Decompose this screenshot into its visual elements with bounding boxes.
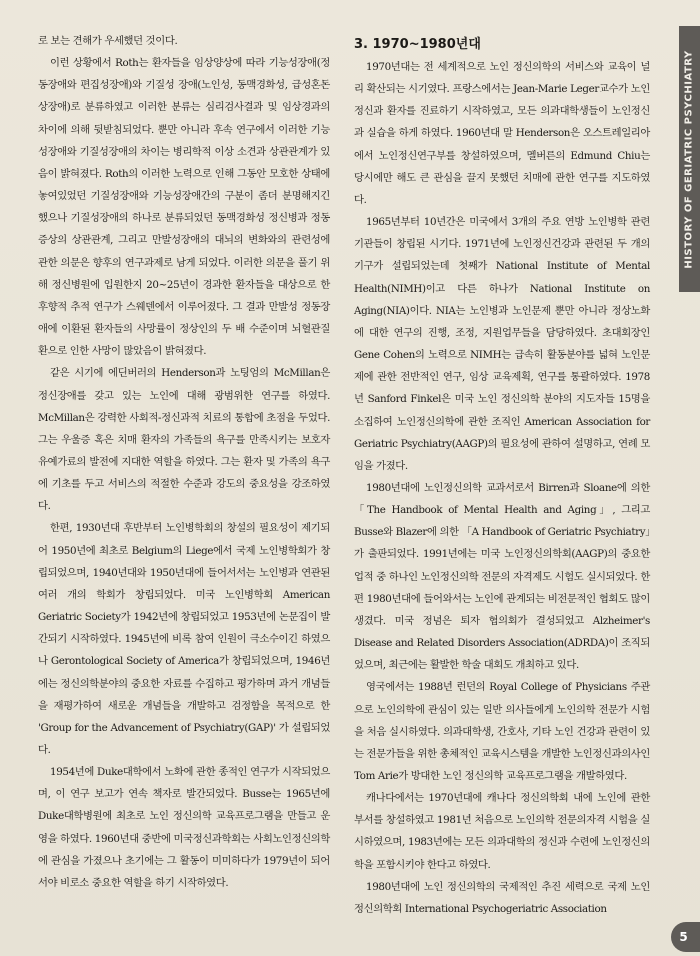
left-paragraph-4: 한편, 1930년대 후반부터 노인병학회의 창설의 필요성이 제기되어 1950년에 최초로 Belgium의 Liege에서 국제 노인병학회가 창립되었으며, 1940년대와 1950년대에 들어서서는 노인병과 연관된 여러 개의 학회가 창립되었다. 미국 노인병학회 American Geriatric Society가 1942년에 창립되었고 1953년에 논문집이 발간되기 시작하였다. 1945년에 비록 참여 인원이 극소수이긴 하였으나 Gerontological Society of America가 창립되었으며, 1946년에는 정신의학분야의 중요한 자료를 수집하고 평가하며 과거 개념들을 재평가하여 새로운 개념들을 개발하고 검정함을 목적으로 한 'Group for the Advancement of Psychiatry(GAP)' 가 설립되었다. bbox=[38, 522, 330, 756]
left-paragraph-1: 로 보는 견해가 우세했던 것이다. bbox=[38, 35, 178, 47]
left-paragraph-2: 이런 상황에서 Roth는 환자들을 임상양상에 따라 기능성장애(정동장애와 편집성장애)와 기질성 장애(노인성, 동맥경화성, 급성혼돈상장애)로 분류하였고 이러한 분류는 심리검사결과 및 임상경과의 차이에 의해 뒷받침되었다. 뿐만 아니라 후속 연구에서 이러한 기능성장애와 기질성장애의 차이는 병리학적 이상 소견과 상관관계가 있음이 밝혀졌다. Roth의 이러한 노력으로 인해 그동안 모호한 상태에 놓여있었던 기질성장애와 기능성장애간의 구분이 좀더 분명해지긴 했으나 기질성장애의 하나로 분류되었던 동맥경화성 정신병과 정동증상의 상관관계, 그리고 만발성장애의 대뇌의 변화와의 관련성에 관한 의문은 향후의 연구과제로 남게 되었다. 이러한 의문을 풀기 위해 정신병원에 입원한지 20~25년이 경과한 환자들을 대상으로 한 후향적 추적 연구가 스웨덴에서 이루어졌다. 그 결과 만발성 정동장애에 이환된 환자들의 사망률이 정상인의 두 배 수준이며 뇌혈관질환으로 인한 사망이 많았음이 밝혀졌다. bbox=[38, 57, 330, 358]
right-paragraph-1: 1970년대는 전 세계적으로 노인 정신의학의 서비스와 교육이 널리 확산되는 시기였다. 프랑스에서는 Jean-Marie Leger교수가 노인정신과 환자를 진료하기 시작하였고, 모든 의과대학생들이 노인정신과 실습을 하게 하였다. 1960년대 말 Henderson은 오스트레일리아에서 노인정신연구부를 창설하였으며, 멜버른의 Edmund Chiu는 당시에만 해도 큰 관심을 끌지 못했던 치매에 관한 연구를 지도하였다. bbox=[354, 61, 650, 206]
right-paragraph-5: 캐나다에서는 1970년대에 캐나다 정신의학회 내에 노인에 관한 부서를 창설하였고 1981년 처음으로 노인의학 전문의자격 시험을 실시하였으며, 1983년에는 모든 의과대학의 정신과 수련에 노인정신의학을 포함시키야 한다고 하였다. bbox=[354, 792, 650, 871]
section-title: 3. 1970~1980년대 bbox=[354, 37, 481, 52]
left-paragraph-5: 1954년에 Duke대학에서 노화에 관한 종적인 연구가 시작되었으며, 이 연구 보고가 연속 책자로 발간되었다. Busse는 1965년에 Duke대학병원에 최초로 노인 정신의학 교육프로그램을 만들고 운영을 하였다. 1960년대 중반에 미국정신과학회는 사회노인정신의학에 관심을 가졌으나 초기에는 그 활동이 미미하다가 1979년이 되어서야 비로소 중요한 역할을 하기 시작하였다. bbox=[38, 766, 330, 889]
left-column bbox=[38, 30, 330, 894]
right-paragraph-2: 1965년부터 10년간은 미국에서 3개의 주요 연방 노인병학 관련 기관들이 창립된 시기다. 1971년에 노인정신건강과 관련된 두 개의 기구가 설립되었는데 첫째가 National Institute of Mental Health(NIMH)이고 다른 하나가 National Institute on Aging(NIA)이다. NIA는 노인병과 노인문제 뿐만 아니라 정상노화에 대한 연구의 진행, 조정, 지원업무들을 담당하였다. 초대회장인 Gene Cohen의 노력으로 NIMH는 급속히 활동분야를 넓혀 노인문제에 관한 전반적인 연구, 임상 교육제획, 연구를 통괄하였다. 1978년 Sanford Finkel은 미국 노인 정신의학 분야의 지도자들 15명을 소집하여 노인정신의학에 관한 조직인 American Association for Geriatric Psychiatry(AAGP)의 필요성에 관하여 설명하고, 연례 모임을 가졌다. bbox=[354, 216, 650, 472]
right-column bbox=[354, 30, 650, 920]
right-paragraph-4: 영국에서는 1988년 런던의 Royal College of Physicians 주관으로 노인의학에 관심이 있는 일반 의사들에게 노인의학 전문가 시험을 처음 실시하였다. 의과대학생, 간호사, 기타 노인 건강과 관련이 있는 전문가들을 위한 총체적인 교육시스템을 개발한 노인정신과의사인 Tom Arie가 방대한 노인 정신의학 교육프로그램을 개발하였다. bbox=[354, 681, 650, 782]
right-paragraph-6: 1980년대에 노인 정신의학의 국제적인 추진 세력으로 국제 노인정신의학회 International Psychogeriatric Association bbox=[354, 880, 650, 915]
chapter-side-tab bbox=[679, 26, 700, 292]
side-tab-label: HISTORY OF GERIATRIC PSYCHIATRY bbox=[684, 49, 695, 269]
page-number-badge bbox=[671, 922, 700, 952]
right-paragraph-3: 1980년대에 노인정신의학 교과서로서 Birren과 Sloane에 의한 「The Handbook of Mental Health and Aging」, 그리고 Busse와 Blazer에 의한 「A Handbook of Geriatric Psychiatry」가 출판되었다. 1991년에는 미국 노인정신의학회(AAGP)의 중요한 업적 중 하나인 노인정신의학 전문의 자격제도 시험도 실시되었다. 한편 1980년대에 들어와서는 노인에 관계되는 비전문적인 협회도 많이 생겼다. 미국 정념은 퇴자 협의회가 결성되었고 Alzheimer's Disease and Related Disorders Association(ADRDA)이 조직되었으며, 최근에는 활발한 학술 대회도 개최하고 있다. bbox=[354, 481, 650, 672]
left-paragraph-3: 같은 시기에 에딘버러의 Henderson과 노팅엄의 McMillan은 정신장애를 갖고 있는 노인에 대해 광범위한 연구를 하였다. McMillan은 강력한 사회적-정신과적 치료의 통합에 초점을 두었다. 그는 우울증 혹은 치매 환자의 가족들의 욕구를 만족시키는 보호자 유예가료의 발전에 지대한 역할을 하였다. 그는 환자 및 가족의 욕구에 기초를 두고 서비스의 적절한 수준과 강도의 중요성을 강조하였다. bbox=[38, 367, 330, 513]
page-number: 5 bbox=[679, 930, 688, 944]
